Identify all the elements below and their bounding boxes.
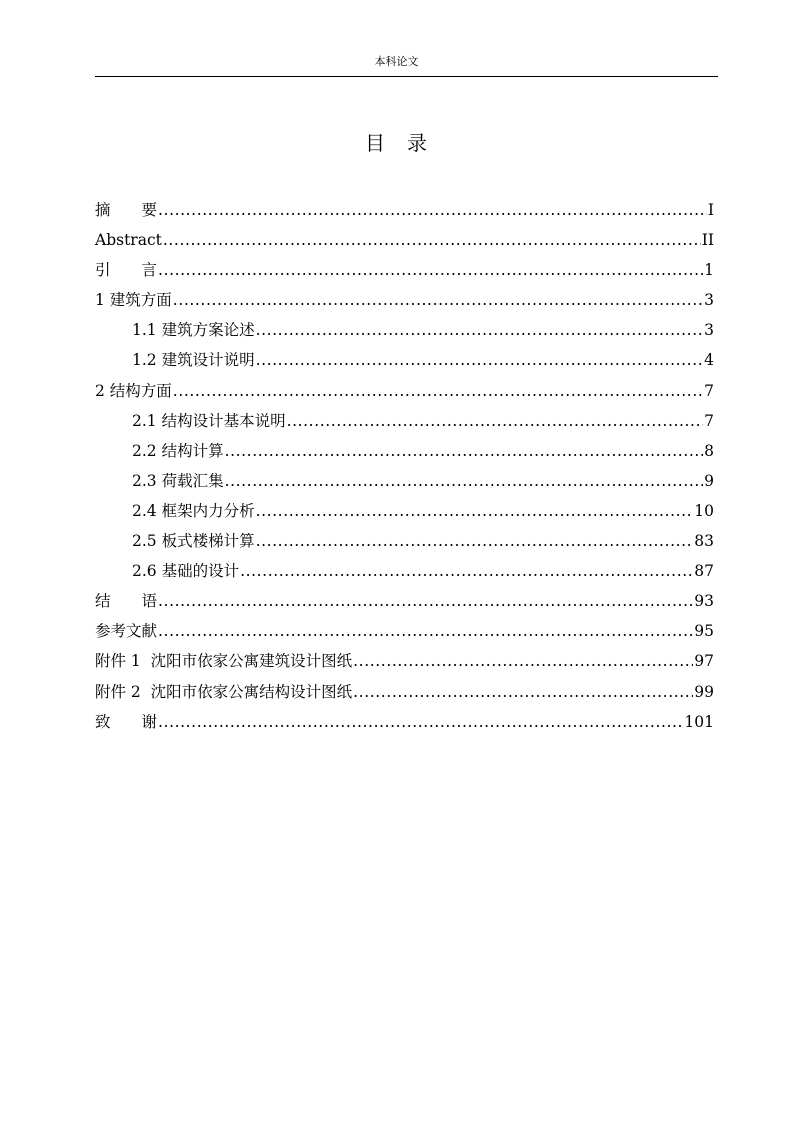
toc-entry[interactable] xyxy=(95,586,714,616)
toc-entry-page: 10 xyxy=(694,501,714,520)
toc-entry-page: 95 xyxy=(694,622,714,641)
toc-entry[interactable] xyxy=(95,707,714,737)
toc-entry-label: 2 结构方面 xyxy=(95,381,172,400)
toc-entry[interactable] xyxy=(95,556,714,586)
toc-entry-label: 引 言 xyxy=(95,261,158,280)
toc-entry-label: 2.6 基础的设计 xyxy=(132,562,240,581)
toc-entry-label: Abstract xyxy=(95,231,162,250)
toc-entry[interactable] xyxy=(95,677,714,707)
toc-entry-page: 97 xyxy=(694,652,714,671)
toc-entry-page: 1 xyxy=(704,261,714,280)
toc-leader-dots xyxy=(225,436,704,466)
toc-leader-dots xyxy=(256,526,694,556)
toc-entry-page: II xyxy=(701,231,714,250)
page-header: 本科论文 xyxy=(374,55,419,68)
toc-entry-page: 7 xyxy=(704,381,714,400)
toc-entry[interactable] xyxy=(95,195,714,225)
toc-leader-dots xyxy=(256,496,694,526)
toc-entry[interactable] xyxy=(95,345,714,375)
toc-entry[interactable] xyxy=(95,406,714,436)
toc-entry[interactable] xyxy=(95,255,714,285)
toc-entry-label: 2.2 结构计算 xyxy=(132,441,224,460)
toc-leader-dots xyxy=(353,646,693,676)
toc-entry[interactable] xyxy=(95,315,714,345)
toc-entry[interactable] xyxy=(95,466,714,496)
toc-entry-page: 99 xyxy=(694,682,714,701)
toc-entry-label: 1.2 建筑设计说明 xyxy=(132,351,255,370)
toc-entry-label: 摘 要 xyxy=(95,201,158,219)
toc-entry-page: 3 xyxy=(704,321,714,340)
toc-entry-page: 101 xyxy=(684,712,714,731)
toc-entry-page: 4 xyxy=(704,351,714,370)
toc-entry-page: 7 xyxy=(704,411,714,430)
toc-entry-page: 93 xyxy=(694,592,714,611)
toc-leader-dots xyxy=(173,376,703,406)
toc-leader-dots xyxy=(353,677,693,707)
toc-entry[interactable] xyxy=(95,376,714,406)
toc-entry-page: 3 xyxy=(704,291,714,310)
header-rule xyxy=(95,76,718,77)
toc-leader-dots xyxy=(173,285,703,315)
toc-leader-dots xyxy=(158,586,693,616)
toc-leader-dots xyxy=(287,406,704,436)
page-title: 目 录 xyxy=(365,131,428,155)
toc-entry-label: 参考文献 xyxy=(95,622,158,641)
toc-entry[interactable] xyxy=(95,225,714,255)
toc-entry-label: 附件 2 沈阳市依家公寓结构设计图纸 xyxy=(95,682,353,701)
toc-entry-page: 8 xyxy=(704,441,714,460)
toc-entry-page: 83 xyxy=(694,532,714,551)
toc-entry-page: 87 xyxy=(694,562,714,581)
toc-leader-dots xyxy=(163,225,701,255)
toc-entry-page: 9 xyxy=(704,471,714,490)
toc-entry-label: 2.3 荷载汇集 xyxy=(132,471,224,490)
toc-entry-label: 1 建筑方面 xyxy=(95,291,172,310)
toc-leader-dots xyxy=(225,466,704,496)
toc-entry[interactable] xyxy=(95,646,714,676)
toc-entry-label: 结 语 xyxy=(95,592,158,611)
table-of-contents xyxy=(95,195,714,737)
toc-entry[interactable] xyxy=(95,285,714,315)
toc-leader-dots xyxy=(158,616,693,646)
toc-leader-dots xyxy=(256,345,704,375)
toc-entry-label: 2.4 框架内力分析 xyxy=(132,501,255,520)
toc-entry[interactable] xyxy=(95,496,714,526)
toc-leader-dots xyxy=(240,556,693,586)
toc-entry-label: 1.1 建筑方案论述 xyxy=(132,321,255,340)
toc-entry[interactable] xyxy=(95,526,714,556)
toc-entry-label: 2.5 板式楼梯计算 xyxy=(132,532,255,551)
toc-entry[interactable] xyxy=(95,436,714,466)
toc-leader-dots xyxy=(158,195,707,225)
toc-entry[interactable] xyxy=(95,616,714,646)
toc-entry-label: 2.1 结构设计基本说明 xyxy=(132,411,286,430)
toc-entry-page: I xyxy=(707,201,714,219)
toc-leader-dots xyxy=(158,255,703,285)
toc-leader-dots xyxy=(158,707,683,737)
toc-entry-label: 附件 1 沈阳市依家公寓建筑设计图纸 xyxy=(95,652,353,671)
toc-entry-label: 致 谢 xyxy=(95,712,158,731)
toc-leader-dots xyxy=(256,315,704,345)
